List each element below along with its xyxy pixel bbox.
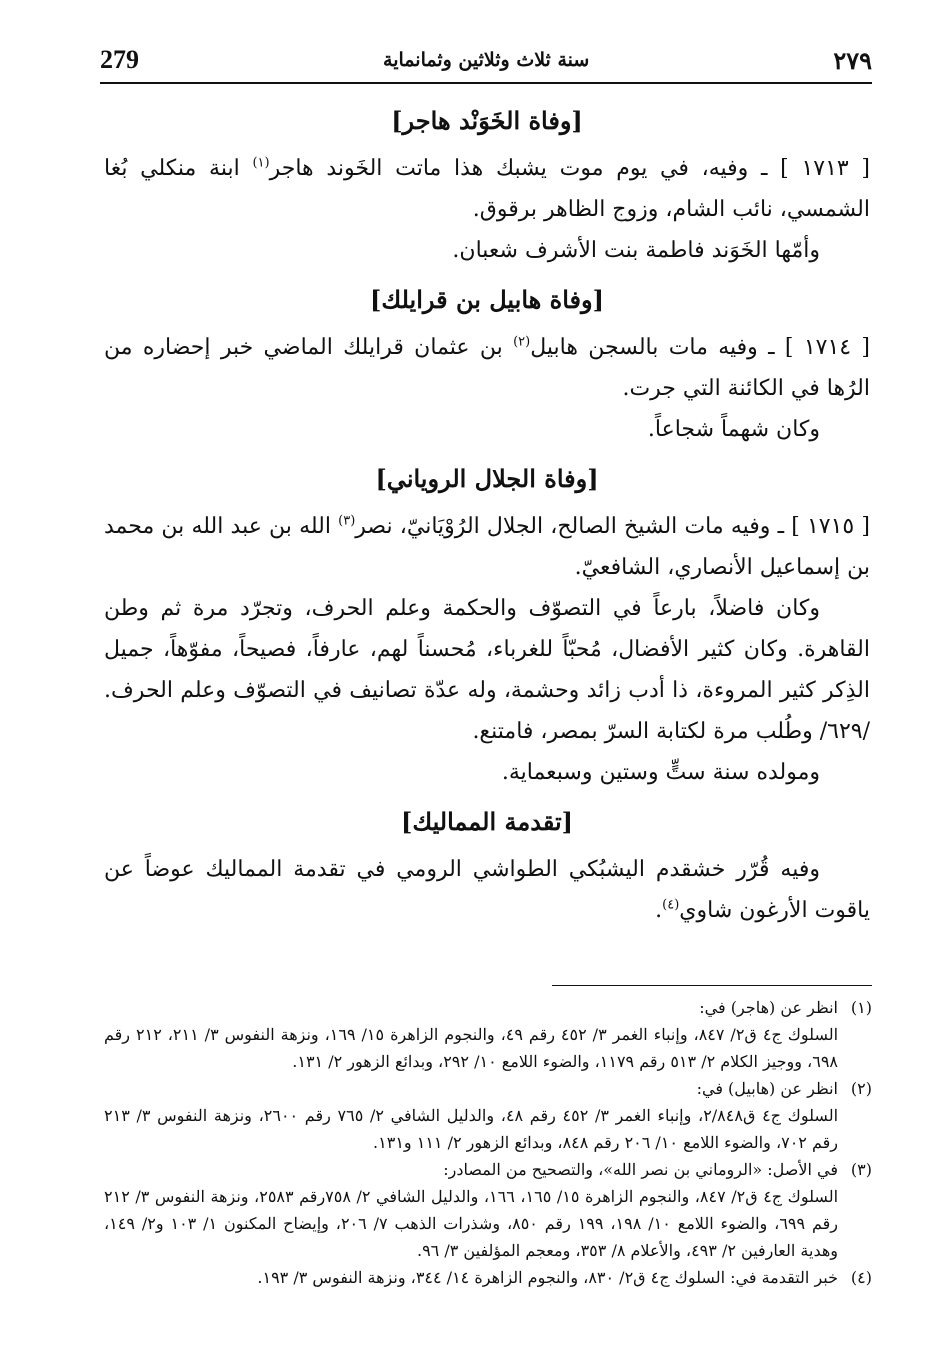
entry-text: ابنة منكلي بُغا الشمسي، نائب الشام، وزوج الظاهر برقوق. [104, 156, 870, 222]
footnote-line: خبر التقدمة في: السلوك ج٤ ق٢/ ٨٣٠، والنجوم الزاهرة ١٤/ ٣٤٤، ونزهة النفوس ٣/ ١٩٣. [257, 1268, 838, 1287]
footnote-ref: (٣) [338, 513, 356, 529]
footnote-text [104, 1156, 838, 1264]
paragraph: وأمّها الخَوَند فاطمة بنت الأشرف شعبان. [452, 238, 820, 263]
paragraph: وكان فاضلاً، بارعاً في التصوّف والحكمة وعلم الحرف، وتجرّد مرة ثم وطن القاهرة. وكان كثير الأفضال، مُحبّاً للغرباء، مُحسناً لهم، عارفاً، فصيحاً، مفوّهاً، جميل الذِكر كثير المروءة، ذا أدب زائد وحشمة، وله عدّة تصانيف في التصوّف وعلم الحرف. /٦٢٩/ وطُلب مرة لكتابة السرّ بمصر، فامتنع. [104, 596, 870, 744]
footnote-line: السلوك ج٤ ق٢/ ٨٤٧، والنجوم الزاهرة ١٥/ ١٦٥، ١٦٦، والدليل الشافي ٢/ ٧٥٨رقم ٢٥٨٣، ونزهة النفوس ٣/ ٢١٢ رقم ٦٩٩، والضوء اللامع ١٠/ ١٩٨، ١٩٩ رقم ٨٥٠، وشذرات الذهب ٧/ ٢٠٦، وإيضاح المكنون ١/ ١٠٣ و٢/ ١٤٩، وهدية العارفين ٢/ ٤٩٣، والأعلام ٨/ ٣٥٣، ومعجم المؤلفين ٣/ ٩٦. [104, 1187, 839, 1260]
footnotes [104, 994, 872, 1291]
entry-paragraph [104, 849, 870, 931]
footnote-line: انظر عن (هابيل) في: [696, 1079, 838, 1098]
section-heading: [وفاة الجلال الروياني] [375, 464, 599, 493]
entry-text: [ ١٧١٤ ] ـ وفيه مات بالسجن هابيل [530, 335, 871, 360]
page-header [100, 38, 872, 82]
footnote-rule [552, 985, 872, 986]
footnote-text [104, 994, 838, 1075]
section-heading: [تقدمة المماليك] [400, 807, 574, 836]
footnote-ref: (٢) [513, 334, 531, 350]
paragraph: وكان شهماً شجاعاً. [647, 417, 820, 442]
footnote-ref: (١) [252, 155, 270, 171]
footnote-line: السلوك ج٤ ق٢/ ٨٤٧، وإنباء الغمر ٣/ ٤٥٢ رقم ٤٩، والنجوم الزاهرة ١٥/ ١٦٩، ونزهة النفوس ٣/ ٢١١، ٢١٢ رقم ٦٩٨، ووجيز الكلام ٢/ ٥١٣ رقم ١١٧٩، والضوء اللامع ١٠/ ٢٩٢، وبدائع الزهور ٢/ ١٣١. [104, 1025, 839, 1071]
footnote [104, 1075, 872, 1156]
footnote-number: (٣) [850, 1160, 872, 1179]
footnote [104, 1156, 872, 1264]
footnote-number: (١) [850, 998, 872, 1017]
footnote-ref: (٤) [662, 897, 680, 913]
entry-text: بن عثمان قرايلك الماضي خبر إحضاره من الرُها في الكائنة التي جرت. [104, 335, 870, 401]
footnote-text [104, 1264, 838, 1291]
footnote-number: (٤) [850, 1268, 872, 1287]
footnote [104, 1264, 872, 1291]
footnote [104, 994, 872, 1075]
entry-paragraph [104, 327, 870, 409]
paragraph: ومولده سنة ستٍّ وستين وسبعماية. [501, 760, 820, 785]
entry-text: وفيه قُرّر خشقدم اليشبُكي الطواشي الرومي في تقدمة المماليك عوضاً عن ياقوت الأرغون شاوي [104, 857, 870, 923]
entry-text: الله بن عبد الله بن محمد بن إسماعيل الأنصاري، الشافعيّ. [104, 514, 870, 580]
header-rule [100, 82, 872, 84]
entry-paragraph [104, 148, 870, 230]
page-number-arabic: ٢٧٩ [833, 45, 872, 75]
section-heading: [وفاة هابيل بن قرايلك] [370, 285, 604, 314]
footnote-number: (٢) [850, 1079, 872, 1098]
page-number-latin: 279 [100, 45, 139, 74]
entry-paragraph [104, 506, 870, 588]
entry-text: [ ١٧١٥ ] ـ وفيه مات الشيخ الصالح، الجلال الرُوْيَانيّ، نصر [355, 514, 870, 539]
main-text [104, 92, 870, 931]
footnote-text [104, 1075, 838, 1156]
entry-text: [ ١٧١٣ ] ـ وفيه، في يوم موت يشبك هذا ماتت الخَوند هاجر [269, 156, 870, 181]
footnote-line: في الأصل: «الروماني بن نصر الله»، والتصحيح من المصادر: [443, 1160, 838, 1179]
section-heading: [وفاة الخَوَنْد هاجر] [391, 106, 583, 135]
footnote-line: السلوك ج٤ ق٢/٨٤٨، وإنباء الغمر ٣/ ٤٥٢ رقم ٤٨، والدليل الشافي ٢/ ٧٦٥ رقم ٢٦٠٠، ونزهة النفوس ٣/ ٢١٣ رقم ٧٠٢، والضوء اللامع ١٠/ ٢٠٦ رقم ٨٤٨، وبدائع الزهور ٢/ ١١١ و١٣١. [104, 1106, 839, 1152]
footnote-line: انظر عن (هاجر) في: [699, 998, 838, 1017]
running-title: سنة ثلاث وثلاثين وثمانماية [383, 49, 590, 71]
entry-text: . [655, 898, 663, 923]
